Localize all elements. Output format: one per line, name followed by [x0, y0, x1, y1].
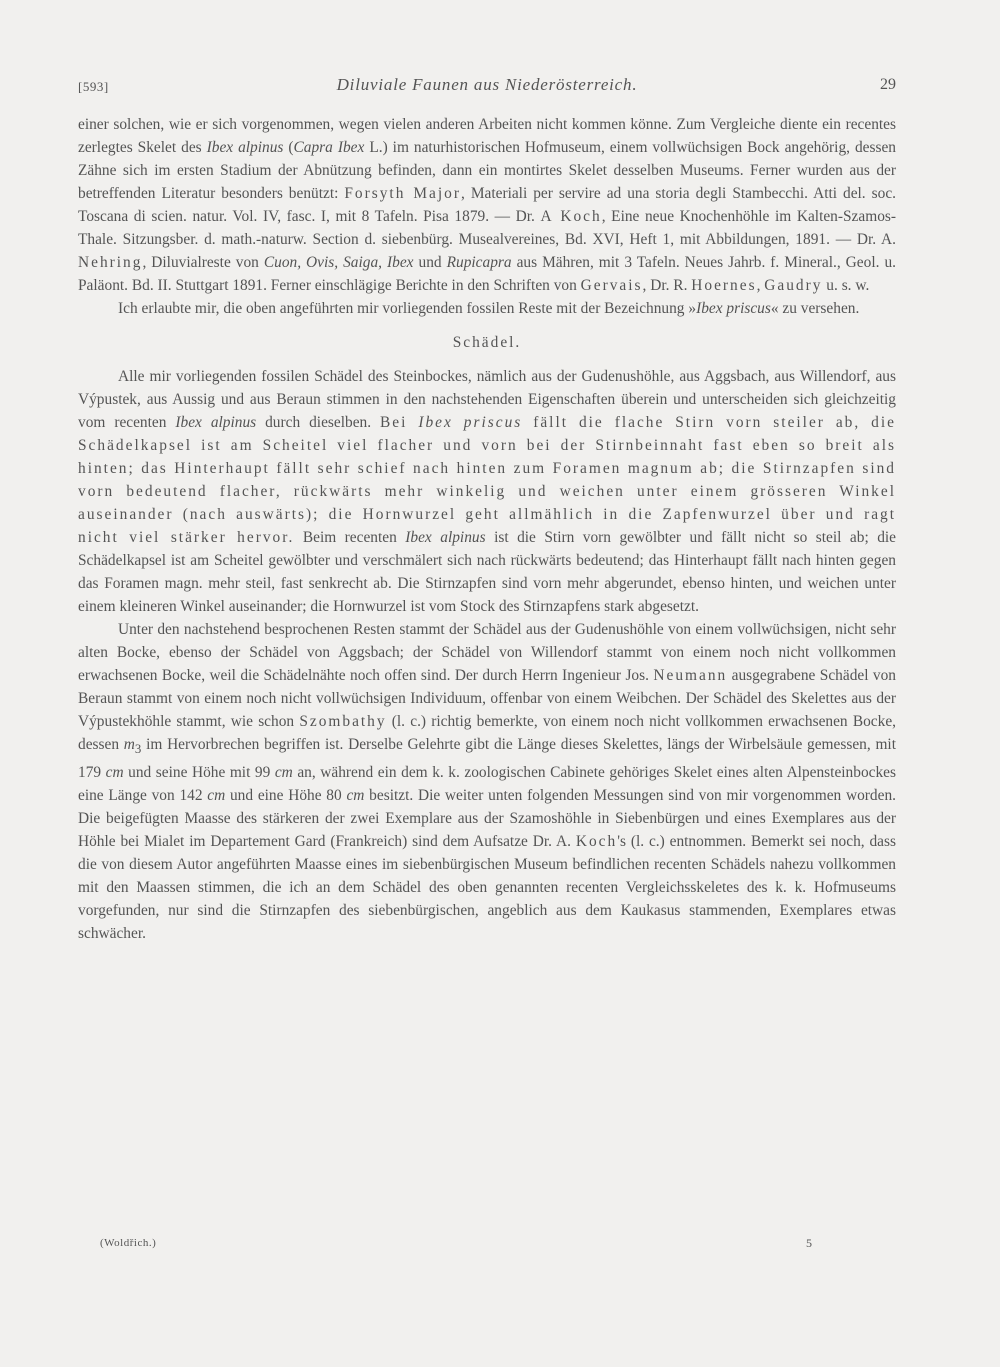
author-name: Gaudry — [764, 277, 823, 294]
text-run: im Hervorbrechen begriffen ist. Derselbe Gelehrte gibt die Länge dieses Skelettes, längs der Wirbelsäule gemessen, mit 179 — [78, 736, 896, 782]
page-number: 29 — [880, 76, 896, 93]
text-run: Beim recenten — [294, 529, 406, 546]
text-run: ( — [283, 139, 294, 156]
body-text — [78, 113, 896, 945]
text-run: Alle mir vorliegenden fossilen Schädel des Steinbockes, nämlich aus der Gudenushöhle, aus Aggsbach, aus Willendorf, aus Výpustek, aus Aussig und aus Beraun stimmen in den nachstehenden Eigenschaften überein und unterscheiden sich gleichzeitig vom recenten — [78, 368, 896, 431]
author-name: Hoernes — [691, 277, 757, 294]
running-title: Diluviale Faunen aus Niederösterreich. — [336, 75, 638, 94]
text-run: durch dieselben. — [256, 414, 381, 431]
spaced-text: Bei — [380, 414, 419, 431]
unit: cm — [207, 787, 226, 805]
author-name: Forsyth Major — [344, 185, 461, 202]
author-note: (Woldřich.) — [100, 1237, 157, 1249]
author-name: A Koch — [540, 208, 602, 225]
author-name: Szombathy — [299, 713, 387, 730]
taxon-name: Cuon, Ovis, Saiga, Ibex — [263, 254, 414, 271]
paragraph-skull-comparison — [78, 365, 896, 618]
unit: cm — [274, 764, 293, 782]
text-run: und — [413, 254, 447, 271]
text-run: Unter den nachstehend besprochenen Resten stammt der Schädel aus der Gudenushöhle von einem vollwüchsigen, nicht sehr alten Bocke, ebenso der Schädel von Aggsbach; der Schädel von Willendorf stammt von einem noch nicht vollkommen erwachsenen Bocke, weil die Schädelnähte noch offen sind. Der durch Herrn Ingenieur Jos. — [78, 621, 896, 684]
author-name: Neumann — [653, 667, 728, 684]
text-run: 's (l. c.) entnommen. Bemerkt sei noch, dass die von diesem Autor angeführten Maasse eines im siebenbürgischen Museum befindlichen recenten Schädels nahezu vollkommen mit den Maassen stimmen, die ich an dem Schädel des oben genannten recenten Vergleichsskeletes des k. k. Hofmuseums vorgefunden, nur sind die Stirnzapfen des siebenbürgischen, angeblich aus dem Kaukasus stammenden, Exemplares etwas schwächer. — [78, 833, 896, 943]
text-run: Ich erlaubte mir, die oben angeführten mir vorliegenden fossilen Reste mit der Bezeichnung » — [118, 300, 697, 317]
text-run: besitzt. Die weiter unten folgenden Messungen sind von mir vorgenommen worden. Die beigefügten Maasse des stärkeren der zwei Exemplare aus der Szamoshöhle in Siebenbürgen und eines Exemplares aus der Höhle bei Mialet im Departement Gard (Frankreich) sind dem Aufsatze Dr. A. — [78, 787, 897, 851]
text-run: und eine Höhe 80 — [225, 787, 347, 805]
paragraph-literature — [78, 113, 896, 297]
text-run: , Materiali per servire ad una storia degli Stambecchi. Atti del. soc. Toscana di scien. natur. Vol. IV, fasc. I, mit 8 Tafeln. Pisa 1879. — Dr. — [78, 185, 896, 225]
page-footer — [78, 1233, 896, 1253]
text-run: und seine Höhe mit 99 — [123, 764, 275, 782]
taxon-name: Ibex alpinus — [206, 139, 284, 156]
text-run: , Diluvialreste von — [142, 254, 264, 271]
spaced-text: fällt die flache Stirn vorn steiler ab, die Schädelkapsel ist am Scheitel viel flacher und vorn bei der Stirnbeinnaht fast eben so breit als hinten; das Hinterhaupt fällt sehr schief nach hinten zum Foramen magnum ab; die Stirnzapfen sind vorn bedeutend flacher, rückwärts mehr winkelig und weichen unter einem grösseren Winkel auseinander (nach auswärts); die Hornwurzel geht allmählich in die Zapfenwurzel über und ragt nicht viel stärker hervor. — [78, 414, 896, 546]
text-run: u. s. w. — [822, 277, 870, 294]
paragraph-designation — [78, 297, 896, 320]
paragraph-specimens — [78, 618, 896, 945]
tooth-index: 3 — [134, 742, 142, 757]
text-run: (l. c.) richtig bemerkte, von einem noch nicht vollkommen erwachsenen Bocke, dessen — [78, 713, 896, 753]
text-run: ist die Stirn vorn gewölbter und fällt nicht so steil ab; die Schädelkapsel ist am Scheitel gewölbter und verschmälert sich nach rückwärts bedeutend; das Hinterhaupt fällt nach hinten gegen das Foramen magn. mehr steil, fast senkrecht ab. Die Stirnzapfen sind vorn mehr abgerundet, ebenso hinten, und weichen unter einem kleineren Winkel auseinander; die Hornwurzel ist vom Stock des Stirnzapfens stark abgesetzt. — [78, 529, 897, 615]
section-heading: Schädel. — [452, 334, 522, 351]
text-run: , — [756, 277, 765, 294]
text-run: « zu versehen. — [770, 300, 860, 317]
author-name: Gervais — [580, 277, 643, 294]
text-run: aus Mähren, mit 3 Tafeln. Neues Jahrb. f. Mineral., Geol. u. Paläont. Bd. II. Stuttgart 1891. Ferner einschlägige Berichte in den Schriften von — [78, 254, 896, 294]
unit: cm — [105, 764, 124, 782]
text-run: L.) im naturhistorischen Hofmuseum, einem vollwüchsigen Bock angehörig, dessen Zähne sich im ersten Stadium der Abnützung befinden, dann ein montirtes Skelet desselben Museums. Ferner wurden aus der betreffenden Literatur besonders benützt: — [78, 139, 897, 202]
taxon-name: Capra Ibex — [293, 139, 365, 156]
text-run: an, während ein dem k. k. zoologischen Cabinete gehöriges Skelet eines alten Alpensteinbockes eine Länge von 142 — [78, 764, 896, 805]
taxon-name: Ibex priscus — [418, 414, 523, 431]
tooth-symbol: m — [123, 736, 135, 753]
taxon-name: Ibex alpinus — [405, 529, 486, 546]
taxon-name: Ibex priscus — [696, 300, 771, 317]
unit: cm — [346, 787, 365, 805]
text-run: einer solchen, wie er sich vorgenommen, wegen vielen anderen Arbeiten nicht kommen könne. Zum Vergleiche diente ein recentes zerlegtes Skelet des — [78, 116, 896, 156]
text-run: , Eine neue Knochenhöhle im Kalten-Szamos-Thale. Sitzungsber. d. math.-naturw. Section d. siebenbürg. Musealvereines, Bd. XVI, Heft 1, mit Abbildungen, 1891. — Dr. A. — [78, 208, 896, 248]
taxon-name: Ibex alpinus — [175, 414, 257, 431]
author-name: Nehring — [78, 254, 143, 271]
page-reference: [593] — [78, 79, 109, 94]
running-header — [78, 75, 896, 99]
signature-mark: 5 — [806, 1236, 812, 1250]
author-name: Koch — [575, 833, 618, 851]
text-run: , Dr. R. — [642, 277, 692, 294]
text-run: ausgegrabene Schädel von Beraun stammt von einem noch nicht vollwüchsigen Individuum, offenbar von einem Weibchen. Der Schädel des Skelettes aus der Výpustekhöhle stammt, wie schon — [78, 667, 896, 730]
taxon-name: Rupicapra — [446, 254, 512, 271]
